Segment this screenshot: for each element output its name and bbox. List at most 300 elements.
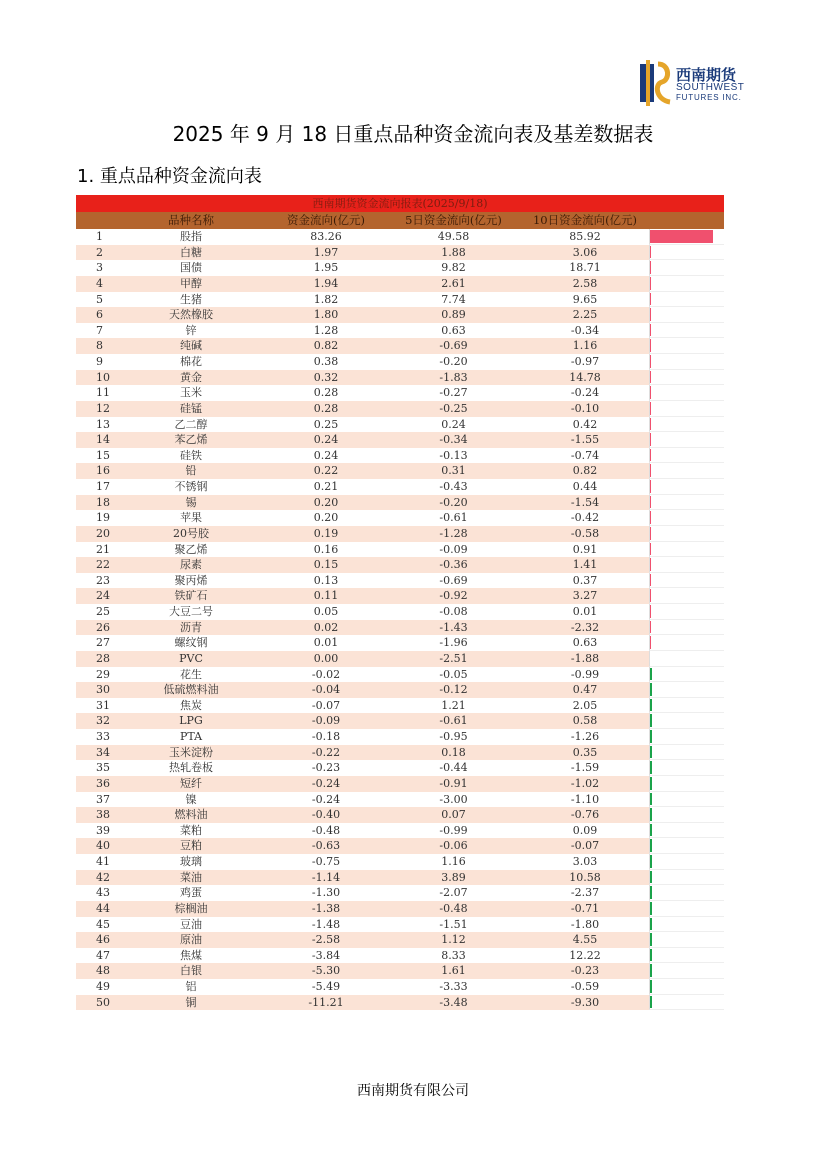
table-row — [76, 542, 724, 558]
row-index: 35 — [96, 761, 110, 775]
row-flow-5d: -1.83 — [439, 370, 468, 384]
row-name: 乙二醇 — [174, 417, 208, 431]
flow-bar — [650, 871, 652, 884]
row-bar-cell — [649, 463, 724, 479]
row-bar-cell — [649, 901, 724, 917]
flow-bar — [650, 683, 652, 696]
row-flow-5d: 7.74 — [441, 292, 466, 306]
row-flow-5d: -0.06 — [439, 839, 468, 853]
flow-bar — [650, 371, 651, 384]
row-name: 硅铁 — [180, 448, 202, 462]
table-row — [76, 620, 724, 636]
row-flow: -0.63 — [311, 839, 341, 853]
header-flow-10d: 10日资金流向(亿元) — [532, 213, 638, 227]
row-flow-10d: 4.55 — [572, 933, 598, 947]
row-bar-cell — [649, 667, 724, 683]
row-index: 19 — [96, 511, 110, 525]
row-index: 40 — [96, 839, 110, 853]
row-flow-5d: -3.48 — [439, 995, 468, 1009]
table-row — [76, 667, 724, 683]
logo-english-subtext: FUTURES INC. — [676, 93, 742, 102]
row-index: 36 — [96, 776, 110, 790]
row-bar-cell — [649, 776, 724, 792]
row-flow-5d: -0.91 — [439, 776, 468, 790]
row-name: 燃料油 — [174, 808, 208, 822]
row-name: 镍 — [185, 792, 197, 806]
row-bar-cell — [649, 917, 724, 933]
row-flow: -0.24 — [311, 776, 341, 790]
footer-company-name: 西南期货有限公司 — [357, 1083, 469, 1099]
row-flow-10d: -0.71 — [570, 901, 600, 915]
row-flow-5d: -0.43 — [439, 480, 468, 493]
row-flow: 1.82 — [313, 292, 339, 306]
row-flow-5d: -3.00 — [439, 792, 468, 806]
flow-bar — [650, 761, 652, 774]
row-flow-5d: 1.16 — [441, 855, 466, 868]
row-flow: -5.30 — [311, 964, 341, 978]
flow-bar — [650, 589, 651, 602]
table-row — [76, 995, 724, 1011]
row-flow: 0.20 — [313, 511, 339, 525]
row-flow-5d: -0.34 — [439, 433, 468, 447]
row-flow-5d: -0.61 — [439, 714, 468, 728]
table-row — [76, 823, 724, 839]
row-name: 天然橡胶 — [169, 308, 213, 322]
flow-bar — [650, 496, 651, 509]
row-bar-cell — [649, 229, 724, 245]
row-index: 38 — [96, 808, 110, 822]
table-row — [76, 854, 724, 870]
row-bar-cell — [649, 807, 724, 823]
table-row — [76, 963, 724, 979]
row-index: 43 — [96, 886, 110, 900]
company-logo — [640, 60, 760, 106]
row-name: 鸡蛋 — [180, 886, 202, 900]
row-flow-5d: -0.12 — [439, 683, 468, 697]
row-index: 24 — [96, 589, 110, 603]
row-name: 苯乙烯 — [174, 433, 208, 447]
table-row — [76, 651, 724, 667]
flow-bar — [650, 527, 651, 540]
row-bar-cell — [649, 760, 724, 776]
row-flow: -0.23 — [311, 761, 341, 775]
flow-bar — [650, 964, 652, 977]
row-flow-10d: -0.10 — [570, 401, 600, 415]
row-bar-cell — [649, 401, 724, 417]
row-flow: -1.30 — [311, 886, 341, 900]
row-flow-10d: 0.58 — [572, 714, 598, 728]
row-flow-10d: 2.58 — [572, 276, 598, 290]
row-flow-5d: -0.48 — [439, 901, 468, 915]
row-flow-5d: 0.31 — [441, 464, 466, 478]
row-index: 16 — [96, 464, 110, 478]
row-flow: -1.38 — [311, 901, 341, 915]
row-flow-10d: 2.25 — [572, 308, 598, 322]
row-index: 45 — [96, 917, 110, 931]
row-bar-cell — [649, 292, 724, 308]
row-flow: 0.82 — [313, 339, 339, 353]
row-flow-5d: -0.92 — [439, 589, 468, 603]
row-flow-10d: 14.78 — [569, 370, 601, 384]
row-name: PVC — [179, 651, 203, 665]
row-flow-5d: 0.24 — [441, 417, 466, 431]
row-name: 国债 — [180, 261, 202, 275]
row-flow-10d: 0.35 — [572, 745, 598, 759]
flow-bar — [650, 668, 652, 681]
row-index: 12 — [96, 401, 110, 415]
row-index: 3 — [96, 261, 103, 275]
row-flow: 0.11 — [313, 589, 339, 603]
row-flow-5d: -1.28 — [439, 526, 468, 540]
header-flow: 资金流向(亿元) — [287, 213, 365, 227]
row-flow-5d: 1.21 — [441, 698, 466, 712]
row-bar-cell — [649, 370, 724, 386]
row-flow-10d: 0.91 — [572, 542, 598, 556]
row-name: 原油 — [180, 933, 202, 947]
row-name: LPG — [179, 714, 203, 728]
row-index: 13 — [96, 417, 110, 431]
row-index: 21 — [96, 542, 110, 556]
row-flow-10d: 3.03 — [572, 855, 598, 868]
row-bar-cell — [649, 635, 724, 651]
row-flow-10d: -2.32 — [570, 620, 600, 634]
table-row — [76, 932, 724, 948]
table-row — [76, 307, 724, 323]
row-flow-10d: 3.27 — [572, 589, 598, 603]
table-body — [76, 229, 724, 1010]
table-row — [76, 745, 724, 761]
row-index: 25 — [96, 605, 110, 618]
row-bar-cell — [649, 557, 724, 573]
row-name: 豆粕 — [180, 839, 202, 853]
row-index: 1 — [96, 230, 103, 243]
row-flow-5d: -0.08 — [439, 605, 468, 618]
row-flow: 0.15 — [313, 558, 339, 572]
table-row — [76, 229, 724, 245]
row-index: 41 — [96, 855, 110, 868]
row-bar-cell — [649, 682, 724, 698]
row-flow-5d: -1.96 — [439, 636, 468, 650]
header-bar — [649, 212, 724, 229]
row-flow: -0.07 — [311, 698, 341, 712]
table-row — [76, 917, 724, 933]
row-flow-5d: -0.20 — [439, 495, 468, 509]
row-bar-cell — [649, 495, 724, 511]
row-name: 铝 — [185, 980, 197, 993]
row-flow-10d: 10.58 — [569, 870, 601, 884]
flow-bar — [650, 293, 651, 306]
row-flow-5d: -2.51 — [439, 651, 468, 665]
table-row — [76, 479, 724, 495]
row-flow-10d: 12.22 — [569, 948, 601, 962]
flow-bar — [650, 543, 651, 556]
row-name: 苹果 — [180, 511, 202, 525]
table-row — [76, 557, 724, 573]
row-flow-5d: -0.95 — [439, 730, 468, 743]
row-flow-5d: -0.25 — [439, 401, 468, 415]
row-index: 32 — [96, 714, 110, 728]
row-bar-cell — [649, 963, 724, 979]
row-flow-10d: -1.80 — [570, 917, 600, 931]
document-title: 2025 年 9 月 18 日重点品种资金流向表及基差数据表 — [172, 122, 654, 146]
row-flow-5d: 1.88 — [441, 245, 466, 259]
row-flow: 0.28 — [313, 401, 339, 415]
row-bar-cell — [649, 573, 724, 589]
row-name: 尿素 — [180, 558, 202, 572]
row-flow-10d: 0.63 — [572, 636, 598, 650]
row-index: 28 — [96, 651, 110, 665]
row-flow-10d: 85.92 — [569, 230, 601, 243]
row-name: 菜油 — [180, 870, 202, 884]
row-index: 5 — [96, 292, 103, 306]
row-bar-cell — [649, 651, 724, 667]
row-flow-5d: 0.63 — [441, 323, 466, 337]
flow-bar — [650, 230, 713, 243]
row-flow-5d: 0.18 — [441, 745, 466, 759]
table-row — [76, 385, 724, 401]
table-row — [76, 510, 724, 526]
row-flow-10d: -0.97 — [570, 355, 600, 368]
row-bar-cell — [649, 307, 724, 323]
row-flow-10d: -0.34 — [570, 323, 600, 337]
table-row — [76, 276, 724, 292]
row-flow: 0.28 — [313, 386, 339, 400]
row-bar-cell — [649, 338, 724, 354]
flow-bar — [650, 558, 651, 571]
row-flow: 1.80 — [313, 308, 339, 322]
row-bar-cell — [649, 885, 724, 901]
row-index: 2 — [96, 245, 103, 259]
table-row — [76, 573, 724, 589]
flow-bar — [650, 839, 652, 852]
row-bar-cell — [649, 979, 724, 995]
flow-bar — [650, 918, 652, 931]
table-row — [76, 870, 724, 886]
row-name: 锡 — [185, 495, 197, 509]
row-index: 7 — [96, 323, 103, 337]
row-flow-5d: -0.69 — [439, 573, 468, 587]
table-row — [76, 448, 724, 464]
row-bar-cell — [649, 479, 724, 495]
table-row — [76, 323, 724, 339]
row-flow-5d: -1.51 — [439, 917, 468, 931]
row-bar-cell — [649, 385, 724, 401]
row-bar-cell — [649, 713, 724, 729]
row-index: 15 — [96, 448, 110, 462]
row-flow: -2.58 — [311, 933, 341, 947]
row-index: 31 — [96, 698, 110, 712]
row-index: 14 — [96, 433, 110, 447]
row-name: 棕榈油 — [174, 901, 208, 915]
row-index: 34 — [96, 745, 110, 759]
row-flow-10d: 0.37 — [572, 573, 598, 587]
row-bar-cell — [649, 510, 724, 526]
row-flow-5d: -0.36 — [439, 558, 468, 572]
flow-bar — [650, 730, 652, 743]
table-row — [76, 792, 724, 808]
table-row — [76, 526, 724, 542]
row-flow: -0.02 — [311, 667, 341, 681]
row-flow: 1.95 — [313, 261, 339, 275]
row-index: 17 — [96, 480, 110, 493]
row-bar-cell — [649, 729, 724, 745]
row-name: 聚乙烯 — [174, 542, 208, 556]
row-flow-5d: -1.43 — [439, 620, 468, 634]
row-bar-cell — [649, 526, 724, 542]
row-name: 螺纹钢 — [174, 636, 208, 650]
table-row — [76, 432, 724, 448]
table-row — [76, 338, 724, 354]
flow-bar — [650, 793, 652, 806]
row-flow-10d: -2.37 — [570, 886, 600, 900]
row-flow: -0.48 — [311, 823, 341, 837]
flow-bar — [650, 855, 652, 868]
row-name: 短纤 — [180, 776, 202, 790]
table-row — [76, 292, 724, 308]
row-flow: 1.28 — [313, 323, 339, 337]
row-flow-5d: -0.69 — [439, 339, 468, 353]
row-flow: -5.49 — [311, 980, 341, 993]
row-index: 26 — [96, 620, 110, 634]
row-flow-5d: 9.82 — [441, 261, 466, 275]
row-flow: -0.04 — [311, 683, 341, 697]
row-flow: 0.32 — [313, 370, 339, 384]
row-flow-10d: 0.09 — [572, 823, 598, 837]
table-row — [76, 682, 724, 698]
row-flow-5d: 0.89 — [441, 308, 466, 322]
row-index: 9 — [96, 355, 103, 368]
flow-bar — [650, 714, 652, 727]
row-bar-cell — [649, 932, 724, 948]
row-name: 黄金 — [180, 370, 202, 384]
table-row — [76, 901, 724, 917]
flow-bar — [650, 464, 651, 477]
table-row — [76, 354, 724, 370]
row-flow: 0.00 — [313, 651, 339, 665]
row-flow-10d: 3.06 — [572, 245, 598, 259]
table-row — [76, 260, 724, 276]
row-bar-cell — [649, 354, 724, 370]
table-row — [76, 885, 724, 901]
flow-bar — [650, 433, 651, 446]
flow-bar — [650, 824, 652, 837]
row-flow-10d: 0.42 — [572, 417, 598, 431]
row-name: 不锈钢 — [174, 480, 208, 493]
row-bar-cell — [649, 542, 724, 558]
table-row — [76, 729, 724, 745]
row-flow-10d: 0.47 — [572, 683, 598, 697]
row-index: 47 — [96, 948, 110, 962]
row-flow-10d: -0.58 — [570, 526, 600, 540]
table-row — [76, 245, 724, 261]
row-flow-5d: -0.61 — [439, 511, 468, 525]
row-flow-10d: 0.01 — [572, 605, 598, 618]
row-flow-10d: -0.23 — [570, 964, 600, 978]
table-row — [76, 588, 724, 604]
header-name: 品种名称 — [168, 213, 214, 227]
row-flow-5d: -0.44 — [439, 761, 468, 775]
row-name: 菜粕 — [180, 823, 202, 837]
row-flow: 0.25 — [313, 417, 339, 431]
row-flow-5d: -2.07 — [439, 886, 468, 900]
flow-bar — [650, 449, 651, 462]
row-flow-10d: 0.44 — [572, 480, 598, 493]
flow-bar — [650, 418, 651, 431]
flow-bar — [650, 933, 652, 946]
flow-bar — [650, 402, 651, 415]
row-flow-10d: -9.30 — [570, 995, 600, 1009]
flow-bar — [650, 996, 652, 1009]
row-flow-5d: 1.61 — [441, 964, 466, 978]
row-bar-cell — [649, 948, 724, 964]
row-flow-10d: -1.88 — [570, 651, 600, 665]
row-flow-10d: -0.07 — [570, 839, 600, 853]
table-row — [76, 604, 724, 620]
row-name: PTA — [179, 730, 203, 743]
row-flow: 0.01 — [313, 636, 339, 650]
row-bar-cell — [649, 995, 724, 1011]
row-name: 硅锰 — [180, 401, 202, 415]
row-bar-cell — [649, 417, 724, 433]
row-flow-5d: 2.61 — [441, 276, 466, 290]
table-title: 西南期货资金流向报表(2025/9/18) — [76, 195, 724, 212]
fund-flow-table — [76, 195, 724, 1010]
row-name: 铅 — [185, 464, 197, 478]
row-name: 聚丙烯 — [174, 573, 208, 587]
row-index: 50 — [96, 995, 110, 1009]
header-index — [76, 212, 116, 229]
row-flow-10d: -1.55 — [570, 433, 600, 447]
row-flow: 0.02 — [313, 620, 339, 634]
row-bar-cell — [649, 323, 724, 339]
row-flow: -1.14 — [311, 870, 341, 884]
row-flow: -3.84 — [311, 948, 341, 962]
row-index: 18 — [96, 495, 110, 509]
flow-bar — [650, 980, 652, 993]
row-flow-10d: 1.16 — [572, 339, 598, 353]
row-flow-10d: 9.65 — [572, 292, 598, 306]
row-bar-cell — [649, 870, 724, 886]
row-flow-5d: -0.09 — [439, 542, 468, 556]
row-flow-10d: -0.76 — [570, 808, 600, 822]
row-flow-10d: -0.59 — [570, 980, 600, 993]
row-bar-cell — [649, 276, 724, 292]
flow-bar — [650, 246, 651, 259]
section-title: 1. 重点品种资金流向表 — [77, 166, 262, 187]
row-flow: 0.22 — [313, 464, 339, 478]
table-row — [76, 635, 724, 651]
row-flow: 0.24 — [313, 433, 339, 447]
flow-bar — [650, 277, 651, 290]
row-index: 29 — [96, 667, 110, 681]
flow-bar — [650, 621, 651, 634]
table-row — [76, 979, 724, 995]
row-name: 玻璃 — [180, 855, 202, 868]
row-flow-10d: -1.02 — [570, 776, 600, 790]
flow-bar — [650, 605, 651, 618]
row-index: 37 — [96, 792, 110, 806]
row-name: 铁矿石 — [174, 589, 208, 603]
row-flow: -0.75 — [311, 855, 341, 868]
table-row — [76, 417, 724, 433]
row-flow: 0.05 — [313, 605, 339, 618]
table-row — [76, 776, 724, 792]
row-flow: 0.21 — [313, 480, 339, 493]
row-index: 48 — [96, 964, 110, 978]
row-name: 玉米 — [180, 386, 202, 400]
row-flow: -0.24 — [311, 792, 341, 806]
row-bar-cell — [649, 604, 724, 620]
